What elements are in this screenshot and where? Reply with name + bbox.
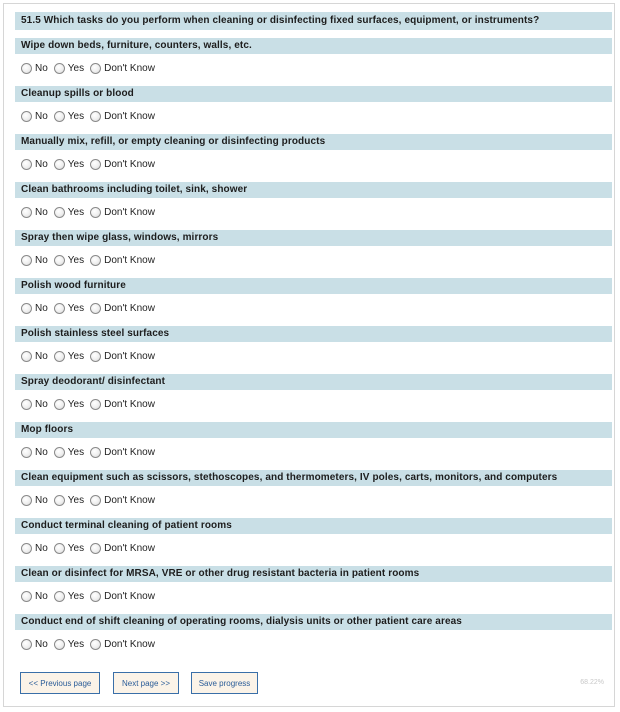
option-label: Don't Know [104,254,155,266]
option-dont-know[interactable] [90,207,155,218]
radio-button[interactable] [90,543,101,554]
radio-button[interactable] [21,543,32,554]
option-dont-know[interactable] [90,63,155,74]
option-label: Don't Know [104,494,155,506]
option-yes[interactable] [54,351,84,362]
radio-button[interactable] [54,351,65,362]
option-label: No [35,590,48,602]
option-dont-know[interactable] [90,543,155,554]
radio-button[interactable] [90,159,101,170]
option-label: No [35,494,48,506]
radio-button[interactable] [90,111,101,122]
section-heading: 51.5 Which tasks do you perform when cleaning or disinfecting fixed surfaces, equipment, or instruments? [15,12,612,30]
option-no[interactable] [21,447,48,458]
option-label: No [35,398,48,410]
radio-button[interactable] [90,303,101,314]
option-dont-know[interactable] [90,447,155,458]
option-label: No [35,254,48,266]
option-dont-know[interactable] [90,399,155,410]
radio-button[interactable] [21,255,32,266]
radio-button[interactable] [54,63,65,74]
answer-options [21,60,161,76]
radio-button[interactable] [90,63,101,74]
radio-button[interactable] [54,207,65,218]
radio-button[interactable] [90,639,101,650]
radio-button[interactable] [21,447,32,458]
answer-options [21,492,161,508]
option-no[interactable] [21,303,48,314]
option-yes[interactable] [54,159,84,170]
option-label: No [35,446,48,458]
option-yes[interactable] [54,543,84,554]
option-yes[interactable] [54,591,84,602]
option-label: Yes [67,542,85,554]
radio-button[interactable] [21,207,32,218]
question-label: Polish stainless steel surfaces [15,326,612,342]
option-label: Yes [67,158,85,170]
radio-button[interactable] [21,303,32,314]
radio-button[interactable] [54,255,65,266]
option-yes[interactable] [54,639,84,650]
option-label: Yes [67,350,85,362]
survey-frame [3,3,615,707]
question-label: Clean or disinfect for MRSA, VRE or other drug resistant bacteria in patient rooms [15,566,612,582]
option-label: Yes [67,206,85,218]
radio-button[interactable] [90,351,101,362]
answer-options [21,204,161,220]
option-no[interactable] [21,255,48,266]
radio-button[interactable] [21,591,32,602]
radio-button[interactable] [21,495,32,506]
question-label: Wipe down beds, furniture, counters, walls, etc. [15,38,612,54]
option-label: No [35,302,48,314]
radio-button[interactable] [54,639,65,650]
option-label: Yes [67,110,85,122]
option-yes[interactable] [54,495,84,506]
answer-options [21,156,161,172]
radio-button[interactable] [21,399,32,410]
answer-options [21,588,161,604]
question-label: Conduct terminal cleaning of patient rooms [15,518,612,534]
option-dont-know[interactable] [90,591,155,602]
option-dont-know[interactable] [90,111,155,122]
option-label: Yes [67,398,85,410]
option-dont-know[interactable] [90,495,155,506]
option-label: Don't Know [104,110,155,122]
option-label: Yes [67,590,85,602]
option-label: Don't Know [104,638,155,650]
radio-button[interactable] [54,543,65,554]
option-yes[interactable] [54,207,84,218]
option-no[interactable] [21,399,48,410]
option-label: No [35,158,48,170]
radio-button[interactable] [54,447,65,458]
option-label: No [35,206,48,218]
option-dont-know[interactable] [90,351,155,362]
option-label: No [35,62,48,74]
radio-button[interactable] [21,639,32,650]
option-label: Don't Know [104,542,155,554]
option-label: Yes [67,254,85,266]
option-yes[interactable] [54,447,84,458]
radio-button[interactable] [21,159,32,170]
radio-button[interactable] [21,111,32,122]
option-label: Don't Know [104,206,155,218]
option-label: Yes [67,638,85,650]
question-label: Manually mix, refill, or empty cleaning or disinfecting products [15,134,612,150]
option-label: Don't Know [104,350,155,362]
question-label: Clean bathrooms including toilet, sink, shower [15,182,612,198]
option-no[interactable] [21,639,48,650]
answer-options [21,252,161,268]
option-dont-know[interactable] [90,303,155,314]
option-label: Yes [67,494,85,506]
option-dont-know[interactable] [90,159,155,170]
radio-button[interactable] [90,591,101,602]
radio-button[interactable] [54,303,65,314]
question-label: Spray then wipe glass, windows, mirrors [15,230,612,246]
radio-button[interactable] [90,495,101,506]
option-label: Yes [67,62,85,74]
previous-page-button[interactable]: << Previous page [20,672,100,694]
option-no[interactable] [21,351,48,362]
option-yes[interactable] [54,255,84,266]
option-dont-know[interactable] [90,255,155,266]
option-no[interactable] [21,495,48,506]
option-yes[interactable] [54,303,84,314]
radio-button[interactable] [90,399,101,410]
option-label: No [35,110,48,122]
radio-button[interactable] [54,111,65,122]
option-yes[interactable] [54,63,84,74]
option-no[interactable] [21,591,48,602]
answer-options [21,636,161,652]
option-no[interactable] [21,207,48,218]
option-label: Yes [67,302,85,314]
answer-options [21,348,161,364]
option-label: No [35,638,48,650]
question-label: Mop floors [15,422,612,438]
radio-button[interactable] [54,591,65,602]
answer-options [21,300,161,316]
save-progress-button[interactable]: Save progress [191,672,258,694]
option-no[interactable] [21,543,48,554]
option-label: Yes [67,446,85,458]
radio-button[interactable] [90,447,101,458]
option-label: No [35,542,48,554]
answer-options [21,540,161,556]
radio-button[interactable] [21,63,32,74]
radio-button[interactable] [54,159,65,170]
answer-options [21,444,161,460]
radio-button[interactable] [90,255,101,266]
answer-options [21,396,161,412]
radio-button[interactable] [54,495,65,506]
question-label: Polish wood furniture [15,278,612,294]
option-label: Don't Know [104,62,155,74]
option-label: Don't Know [104,590,155,602]
option-label: No [35,350,48,362]
radio-button[interactable] [54,399,65,410]
progress-indicator: 68.22% [580,679,604,686]
question-label: Clean equipment such as scissors, stethoscopes, and thermometers, IV poles, carts, monitors, and computers [15,470,612,486]
question-label: Spray deodorant/ disinfectant [15,374,612,390]
option-label: Don't Know [104,158,155,170]
option-no[interactable] [21,159,48,170]
radio-button[interactable] [21,351,32,362]
option-no[interactable] [21,111,48,122]
option-label: Don't Know [104,398,155,410]
option-label: Don't Know [104,302,155,314]
question-label: Conduct end of shift cleaning of operating rooms, dialysis units or other patient care areas [15,614,612,630]
option-label: Don't Know [104,446,155,458]
radio-button[interactable] [90,207,101,218]
next-page-button[interactable]: Next page >> [113,672,179,694]
question-label: Cleanup spills or blood [15,86,612,102]
option-no[interactable] [21,63,48,74]
option-dont-know[interactable] [90,639,155,650]
option-yes[interactable] [54,399,84,410]
answer-options [21,108,161,124]
option-yes[interactable] [54,111,84,122]
